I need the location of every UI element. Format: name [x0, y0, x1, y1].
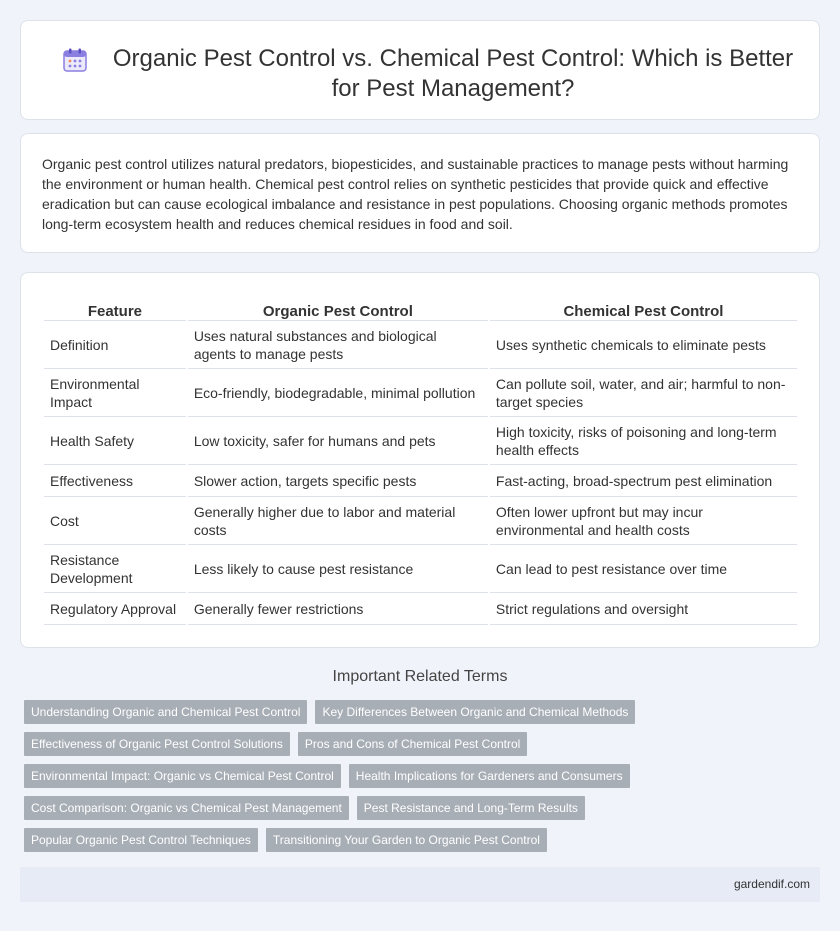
organic-cell: Uses natural substances and biological agents to manage pests — [188, 321, 488, 369]
footer-site-link[interactable]: gardendif.com — [733, 877, 810, 891]
related-term-tag[interactable]: Environmental Impact: Organic vs Chemical Pest Control — [24, 764, 341, 788]
table-row — [44, 465, 797, 497]
feature-cell: Regulatory Approval — [44, 593, 186, 625]
comparison-table-card — [20, 272, 820, 648]
table-row — [44, 321, 797, 369]
feature-cell: Definition — [44, 321, 186, 369]
related-term-tag[interactable]: Health Implications for Gardeners and Consumers — [349, 764, 630, 788]
chemical-cell: Can pollute soil, water, and air; harmful to non-target species — [490, 369, 797, 417]
related-term-tag[interactable]: Effectiveness of Organic Pest Control Solutions — [24, 732, 290, 756]
chemical-cell: High toxicity, risks of poisoning and long-term health effects — [490, 417, 797, 465]
table-header-row — [44, 297, 797, 321]
related-term-tag[interactable]: Key Differences Between Organic and Chemical Methods — [315, 700, 635, 724]
intro-card — [20, 133, 820, 253]
chemical-cell: Fast-acting, broad-spectrum pest elimination — [490, 465, 797, 497]
related-term-tag[interactable]: Transitioning Your Garden to Organic Pest Control — [266, 828, 547, 852]
feature-cell: Resistance Development — [44, 545, 186, 593]
footer — [20, 867, 820, 902]
related-term-tag[interactable]: Pros and Cons of Chemical Pest Control — [298, 732, 527, 756]
tag-row — [24, 764, 630, 788]
table-row — [44, 497, 797, 545]
organic-cell: Generally fewer restrictions — [188, 593, 488, 625]
table-row — [44, 593, 797, 625]
header-card — [20, 20, 820, 120]
table-row — [44, 369, 797, 417]
organic-cell: Less likely to cause pest resistance — [188, 545, 488, 593]
header-chemical: Chemical Pest Control — [490, 297, 797, 321]
tag-row — [24, 732, 527, 756]
chemical-cell: Can lead to pest resistance over time — [490, 545, 797, 593]
title-wrap — [61, 44, 799, 104]
related-term-tag[interactable]: Understanding Organic and Chemical Pest Control — [24, 700, 307, 724]
page-title: Organic Pest Control vs. Chemical Pest Control: Which is Better for Pest Management? — [112, 45, 794, 102]
intro-text: Organic pest control utilizes natural predators, biopesticides, and sustainable practices to manage pests without harming the environment or human health. Chemical pest control relies on synthetic pesticides that provide quick and effective eradication but can cause ecological imbalance and resistance in pest populations. Choosing organic methods promotes long-term ecosystem health and reduces chemical residues in food and soil. — [42, 156, 789, 232]
comparison-table — [42, 297, 799, 625]
tag-row — [24, 828, 547, 852]
related-terms-title: Important Related Terms — [332, 668, 508, 685]
feature-cell: Cost — [44, 497, 186, 545]
table-row — [44, 417, 797, 465]
tag-row — [24, 796, 585, 820]
feature-cell: Effectiveness — [44, 465, 186, 497]
related-term-tag[interactable]: Cost Comparison: Organic vs Chemical Pest Management — [24, 796, 349, 820]
related-term-tag[interactable]: Popular Organic Pest Control Techniques — [24, 828, 258, 852]
related-term-tag[interactable]: Pest Resistance and Long-Term Results — [357, 796, 585, 820]
calendar-icon — [62, 47, 88, 73]
organic-cell: Slower action, targets specific pests — [188, 465, 488, 497]
feature-cell: Environmental Impact — [44, 369, 186, 417]
table-row — [44, 545, 797, 593]
organic-cell: Eco-friendly, biodegradable, minimal pollution — [188, 369, 488, 417]
chemical-cell: Often lower upfront but may incur environmental and health costs — [490, 497, 797, 545]
chemical-cell: Strict regulations and oversight — [490, 593, 797, 625]
organic-cell: Low toxicity, safer for humans and pets — [188, 417, 488, 465]
organic-cell: Generally higher due to labor and material costs — [188, 497, 488, 545]
header-feature: Feature — [44, 297, 186, 321]
chemical-cell: Uses synthetic chemicals to eliminate pests — [490, 321, 797, 369]
tag-row — [24, 700, 635, 724]
header-organic: Organic Pest Control — [188, 297, 488, 321]
feature-cell: Health Safety — [44, 417, 186, 465]
